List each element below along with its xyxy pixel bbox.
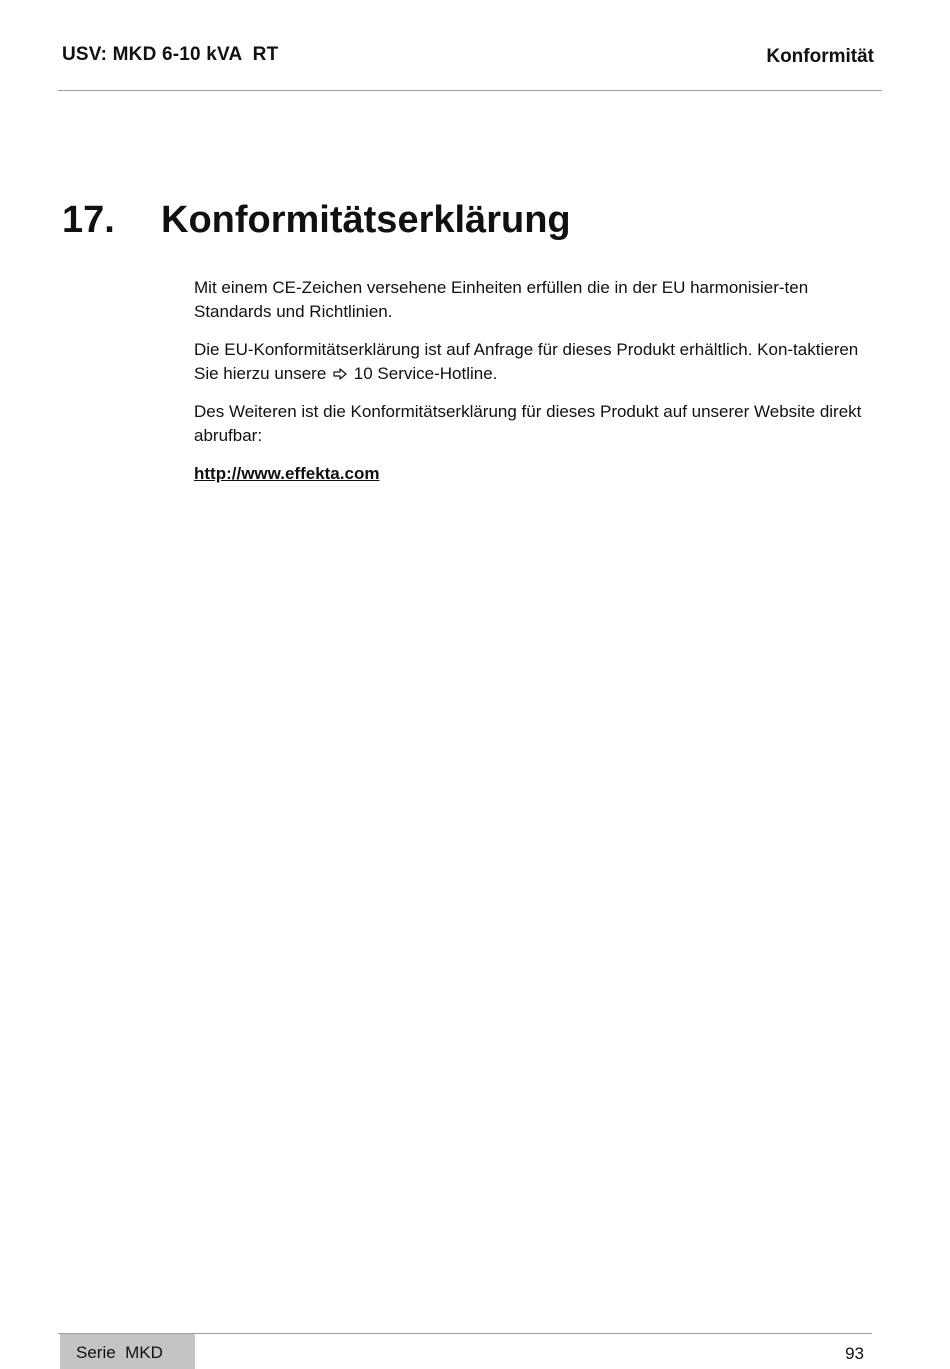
chapter-body — [194, 276, 864, 500]
paragraph-website-info: Des Weiteren ist die Konformitätserklärung für dieses Produkt auf unserer Website direkt abrufbar: — [194, 402, 862, 445]
service-hotline-reference: 10 Service-Hotline. — [353, 364, 498, 383]
effekta-website-link[interactable]: http://www.effekta.com — [194, 464, 380, 483]
paragraph-declaration-request — [194, 338, 864, 386]
footer-series-label: Serie MKD — [76, 1343, 163, 1362]
chapter-number: 17. — [62, 199, 115, 241]
chapter-title: Konformitätserklärung — [161, 199, 571, 241]
header-section-title: Konformität — [766, 46, 874, 67]
header-divider — [58, 90, 882, 91]
footer-series-badge — [60, 1334, 195, 1369]
header-document-title: USV: MKD 6-10 kVA RT — [62, 44, 279, 65]
right-arrow-outline-icon — [333, 368, 347, 380]
page-number: 93 — [845, 1344, 864, 1363]
chapter-heading — [62, 197, 571, 243]
paragraph-declaration-text: Die EU-Konformitätserklärung ist auf Anfrage für dieses Produkt erhältlich. Kon-taktieren Sie hierzu unsere — [194, 340, 859, 383]
paragraph-ce-marking: Mit einem CE-Zeichen versehene Einheiten erfüllen die in der EU harmonisier-ten Standards und Richtlinien. — [194, 278, 809, 321]
